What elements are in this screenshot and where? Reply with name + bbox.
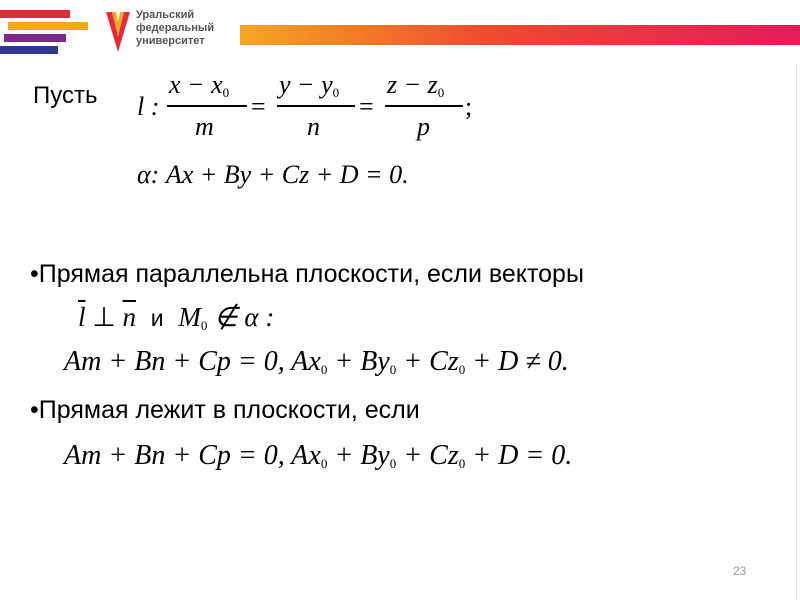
lies-in-plane-condition-equation: Am + Bn + Cp = 0, $Ax_0 + By_0 + Cz_0 + D = 0$. (64, 440, 573, 471)
fraction-2-numerator: $y - y_0$ (279, 70, 340, 100)
plane-equation-body: : Ax + By + Cz + D = 0. (150, 160, 409, 189)
plane-alpha-symbol: α (137, 160, 151, 189)
vector-n: $\overline{n}$ (122, 302, 137, 332)
plane-equation (137, 160, 409, 190)
vectors-condition (78, 302, 274, 334)
and-word: и (150, 305, 164, 331)
right-border-line (796, 64, 797, 600)
fraction-1-denominator: m (195, 112, 214, 141)
page-number: 23 (733, 564, 747, 578)
parallel-condition-equation: Am + Bn + Cp = 0, $Ax_0 + By_0 + Cz_0 + D \ne 0$. (64, 346, 569, 377)
fraction-3-numerator: $z - z_0$ (387, 70, 445, 100)
fraction-3-denominator: p (417, 112, 430, 141)
vector-l: $\overline{l}$ (78, 302, 86, 332)
logo-line-1: Уральский (136, 9, 195, 21)
logo-line-3: университет (136, 35, 205, 47)
point-m-subscript: 0 (200, 318, 208, 333)
fraction-1-bar (167, 105, 247, 107)
line-canonical-equation (137, 72, 477, 152)
fraction-2-denominator: n (307, 112, 320, 141)
equals-sign-1: = (251, 92, 266, 121)
fraction-2-bar (277, 105, 355, 107)
logo-line-2: федеральный (136, 22, 215, 34)
equals-sign-2: = (359, 92, 374, 121)
fraction-3-bar (385, 105, 463, 107)
urfu-emblem-icon (104, 6, 132, 56)
point-m: M (178, 302, 201, 332)
perpendicular-symbol: ⊥ (92, 302, 116, 332)
slide-header (0, 0, 800, 60)
not-in-alpha: ∉ α : (214, 302, 275, 332)
semicolon: ; (465, 92, 473, 121)
bullet-parallel: •Прямая параллельна плоскости, если векторы (30, 260, 584, 288)
bullet-lies-in-plane: •Прямая лежит в плоскости, если (30, 396, 420, 424)
header-gradient-band (240, 25, 800, 45)
university-name (136, 9, 214, 48)
intro-label: Пусть (33, 82, 98, 109)
line-prefix: l : (137, 92, 160, 121)
fraction-1-numerator: $x - x_0$ (169, 70, 230, 100)
university-stripes-logo (0, 10, 96, 56)
